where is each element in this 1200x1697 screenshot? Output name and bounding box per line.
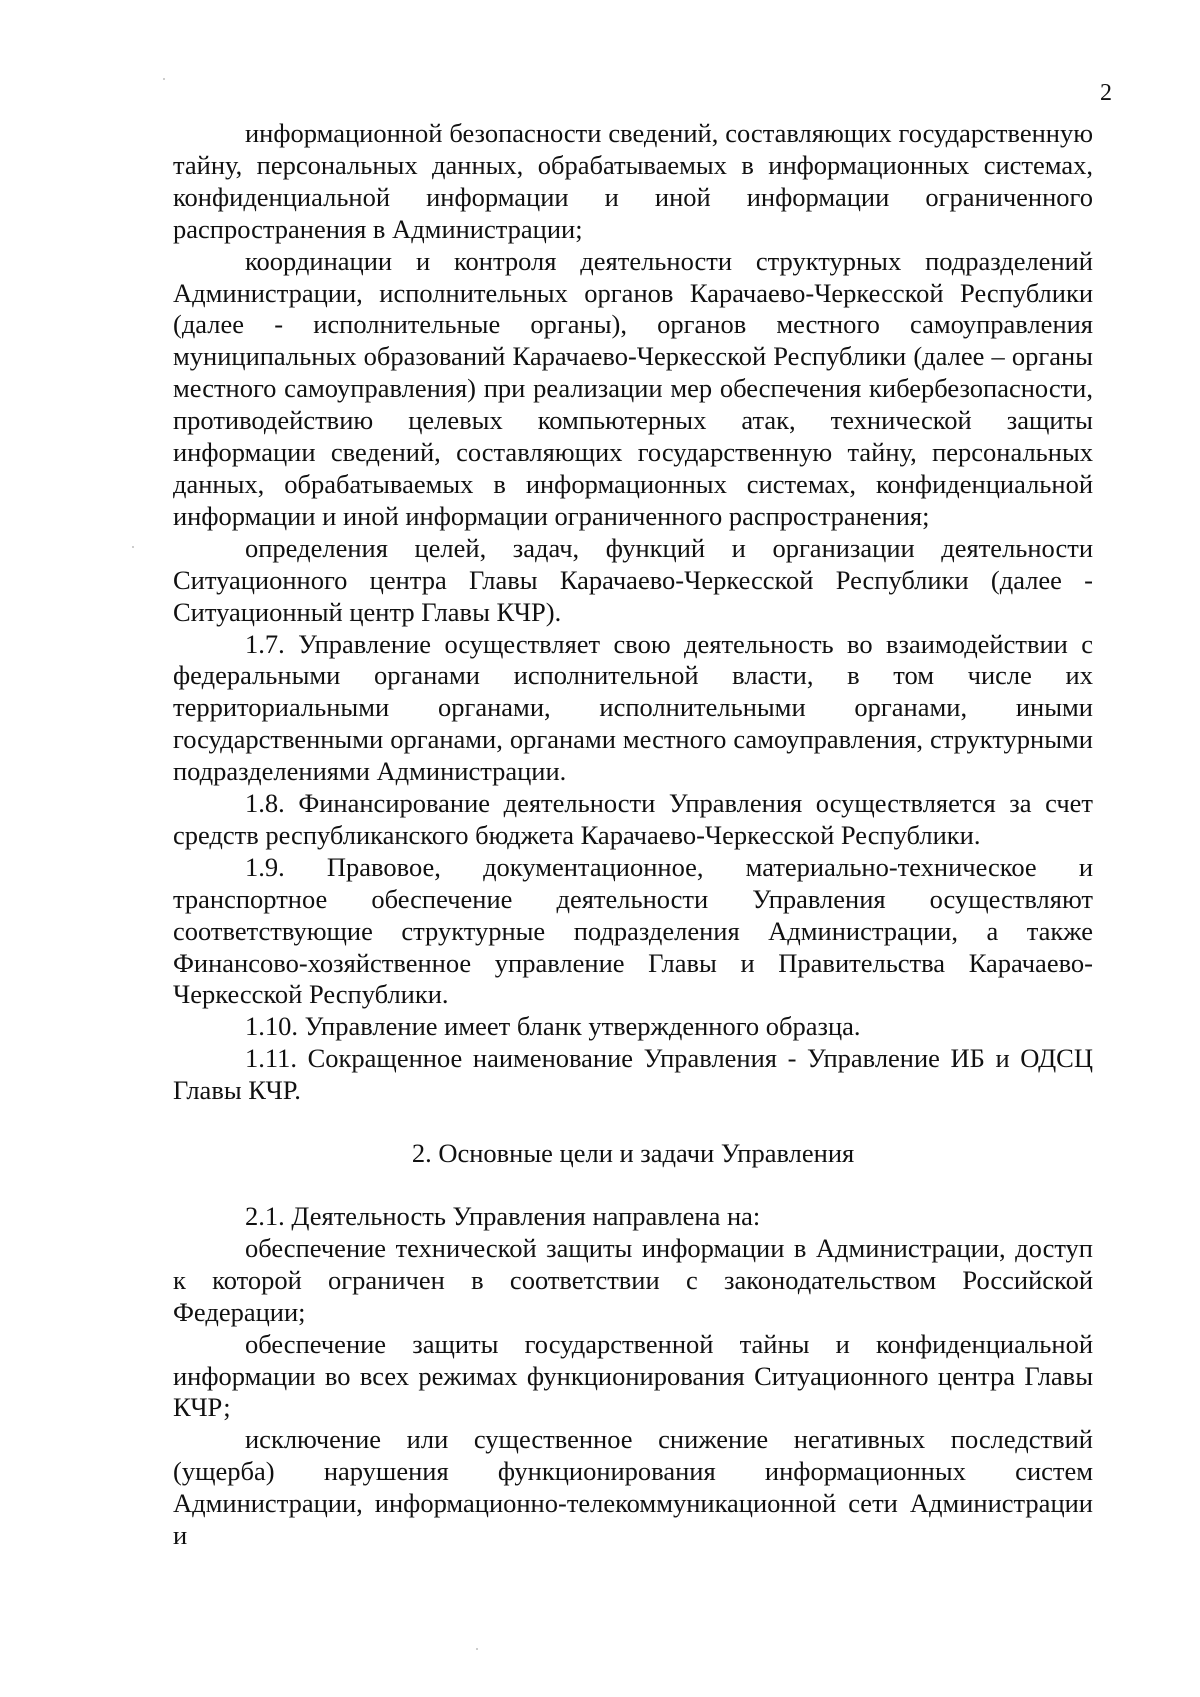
paragraph: определения целей, задач, функций и организации деятельности Ситуационного центра Главы Карачаево-Черкесской Республики (далее - Ситуационный центр Главы КЧР). [173, 532, 1093, 627]
paragraph: 1.7. Управление осуществляет свою деятельность во взаимодействии с федеральными органами исполнительной власти, в том числе их территориальными органами, исполнительными органами, иными государственными органами, органами местного самоуправления, структурными подразделениями Администрации. [173, 628, 1093, 787]
paragraph: исключение или существенное снижение негативных последствий (ущерба) нарушения функционирования информационных систем Администрации, информационно-телекоммуникационной сети Администрации и [173, 1424, 1093, 1551]
paragraph: 1.10. Управление имеет бланк утвержденного образца. [245, 1011, 861, 1042]
document-body [173, 118, 1093, 1552]
page-number: 2 [1100, 80, 1112, 106]
paragraph: 2.1. Деятельность Управления направлена на: [245, 1201, 761, 1231]
paragraph: координации и контроля деятельности структурных подразделений Администрации, исполнительных органов Карачаево-Черкесской Республики (далее - исполнительные органы), органов местного самоуправления муниципальных образований Карачаево-Черкесской Республики (далее – органы местного самоуправления) при реализации мер обеспечения кибербезопасности, противодействию целевых компьютерных атак, технической защиты информации сведений, составляющих государственную тайну, персональных данных, обрабатываемых в информационных системах, конфиденциальной информации и иной информации ограниченного распространения; [173, 245, 1093, 531]
scan-speck [476, 1648, 478, 1650]
scan-speck [163, 78, 165, 80]
paragraph: обеспечение технической защиты информации в Администрации, доступ к которой ограничен в соответствии с законодательством Российской Федерации; [173, 1232, 1093, 1327]
paragraph: обеспечение защиты государственной тайны и конфиденциальной информации во всех режимах функционирования Ситуационного центра Главы КЧР; [173, 1328, 1093, 1423]
paragraph: 1.11. Сокращенное наименование Управления - Управление ИБ и ОДСЦ Главы КЧР. [173, 1043, 1093, 1106]
paragraph: 1.8. Финансирование деятельности Управления осуществляется за счет средств республиканского бюджета Карачаево-Черкесской Республики. [173, 788, 1093, 850]
section-heading: 2. Основные цели и задачи Управления [411, 1138, 855, 1169]
scan-speck [132, 546, 134, 548]
paragraph: информационной безопасности сведений, составляющих государственную тайну, персональных данных, обрабатываемых в информационных системах, конфиденциальной информации и иной информации ограниченного распространения в Администрации; [173, 118, 1093, 244]
paragraph: 1.9. Правовое, документационное, материально-техническое и транспортное обеспечение деятельности Управления осуществляют соответствующие структурные подразделения Администрации, а также Финансово-хозяйственное управление Главы и Правительства Карачаево-Черкесской Республики. [173, 851, 1093, 1010]
